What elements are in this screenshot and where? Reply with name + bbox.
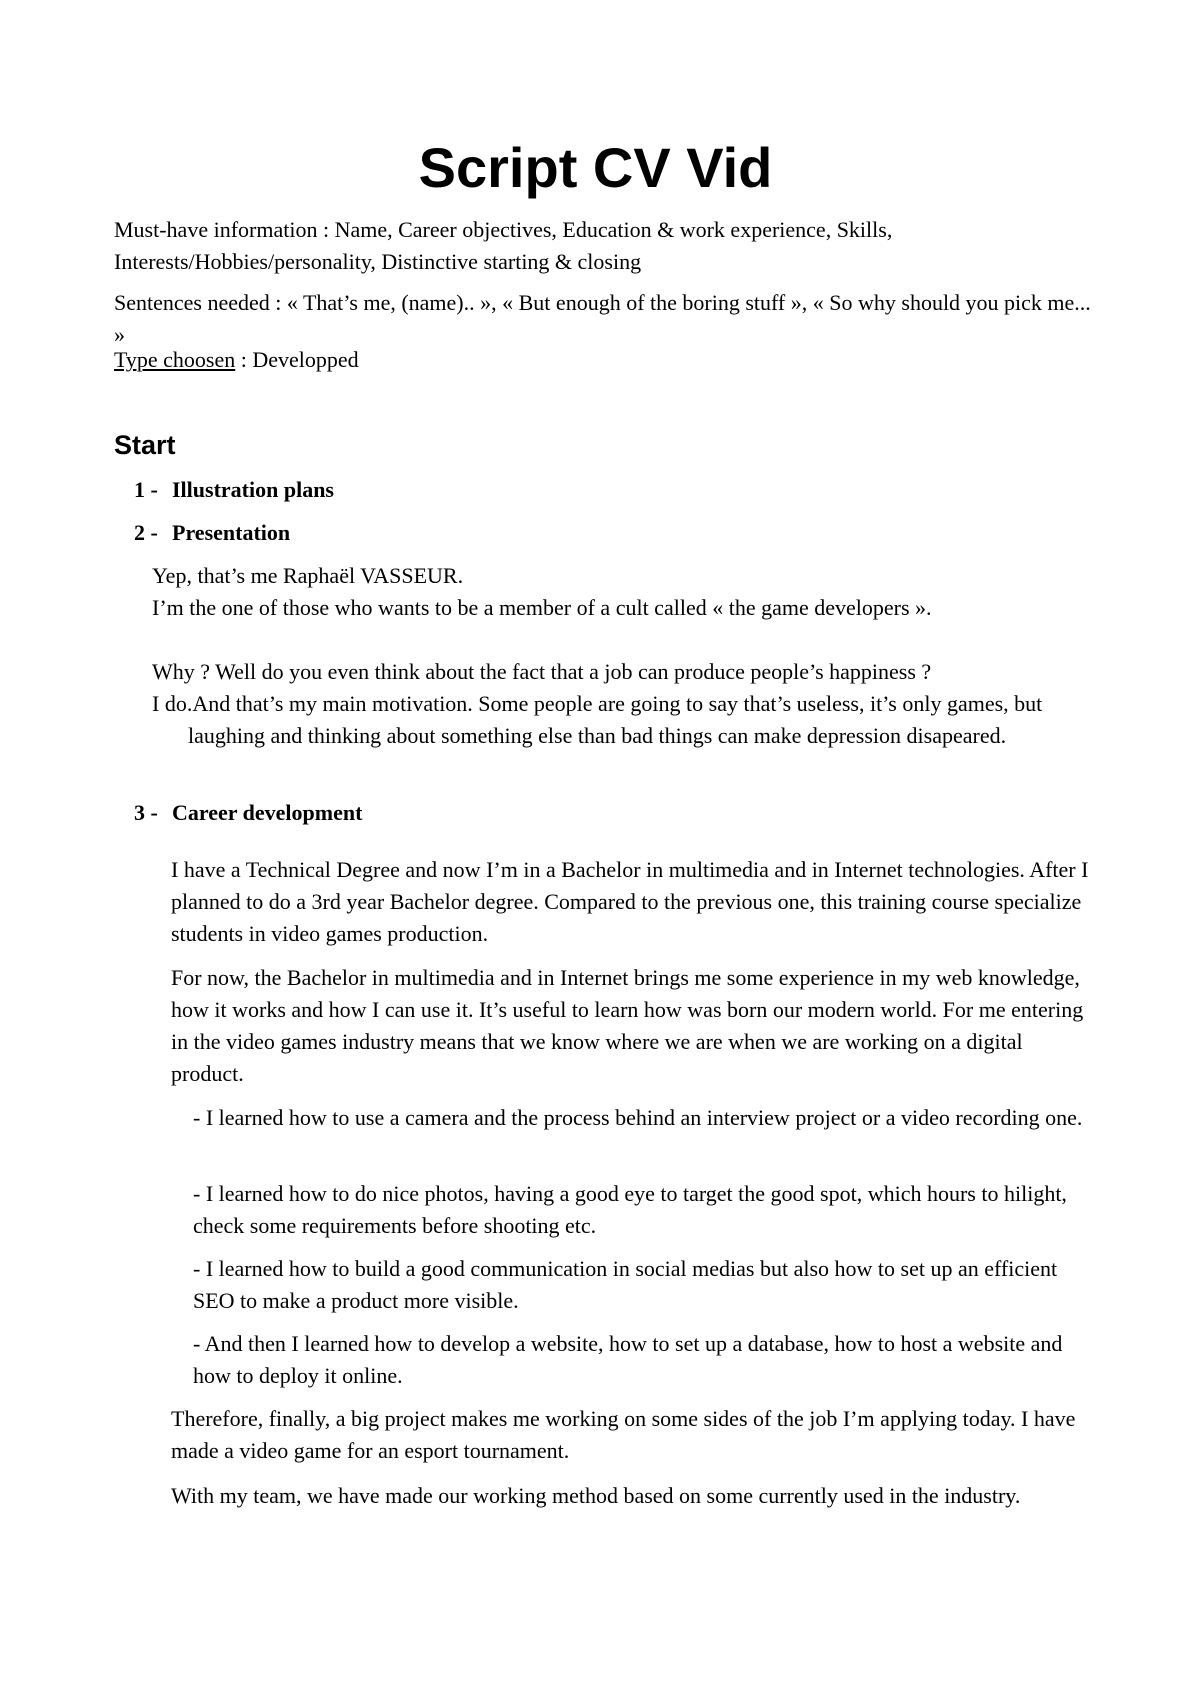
document-title: Script CV Vid: [418, 136, 773, 199]
type-chosen: [114, 344, 1094, 376]
item-number: 3 -: [134, 800, 158, 825]
skill-bullet: - I learned how to build a good communication in social medias but also how to set up an efficient SEO to make a product more visible.: [193, 1256, 1058, 1313]
presentation-line: Why ? Well do you even think about the fact that a job can produce people’s happiness ?: [152, 659, 932, 684]
skill-bullet: - I learned how to use a camera and the process behind an interview project or a video recording one.: [193, 1105, 1083, 1130]
item-label: Career development: [172, 800, 363, 825]
sentences-needed: Sentences needed : « That’s me, (name).. », « But enough of the boring stuff », « So why should you pick me... »: [114, 290, 1091, 347]
career-paragraph: I have a Technical Degree and now I’m in a Bachelor in multimedia and in Internet technologies. After I planned to do a 3rd year Bachelor degree. Compared to the previous one, this training course specialize students in video games production.: [171, 857, 1089, 946]
item-label: Illustration plans: [172, 477, 334, 502]
career-paragraph: Therefore, finally, a big project makes me working on some sides of the job I’m applying today. I have made a video game for an esport tournament.: [171, 1406, 1076, 1463]
item-number: 2 -: [134, 520, 158, 545]
skill-bullet: - I learned how to do nice photos, having a good eye to target the good spot, which hours to hilight, check some requirements before shooting etc.: [193, 1181, 1067, 1238]
presentation-line: I’m the one of those who wants to be a member of a cult called « the game developers ».: [152, 595, 932, 620]
type-label: Type choosen: [114, 347, 236, 372]
item-label: Presentation: [172, 520, 291, 545]
list-item-presentation: [134, 517, 290, 549]
career-paragraph: With my team, we have made our working method based on some currently used in the industry.: [171, 1483, 1021, 1508]
list-item-illustration-plans: [134, 474, 334, 506]
type-value: : Developped: [235, 347, 359, 372]
section-heading-start: Start: [114, 430, 176, 460]
skill-bullet: - And then I learned how to develop a website, how to set up a database, how to host a website and how to deploy it online.: [193, 1331, 1063, 1388]
presentation-paragraph: I do.And that’s my main motivation. Some people are going to say that’s useless, it’s only games, but laughing and thinking about something else than bad things can make depression disapeared.: [152, 691, 1043, 748]
list-item-career-development: [134, 797, 362, 829]
presentation-line: Yep, that’s me Raphaël VASSEUR.: [152, 563, 464, 588]
item-number: 1 -: [134, 477, 158, 502]
career-paragraph: For now, the Bachelor in multimedia and in Internet brings me some experience in my web knowledge, how it works and how I can use it. It’s useful to learn how was born our modern world. For me entering in the video games industry means that we know where we are when we are working on a digital product.: [171, 965, 1084, 1086]
must-have-info: Must-have information : Name, Career objectives, Education & work experience, Skills, Interests/Hobbies/personality, Distinctive starting & closing: [114, 217, 893, 274]
